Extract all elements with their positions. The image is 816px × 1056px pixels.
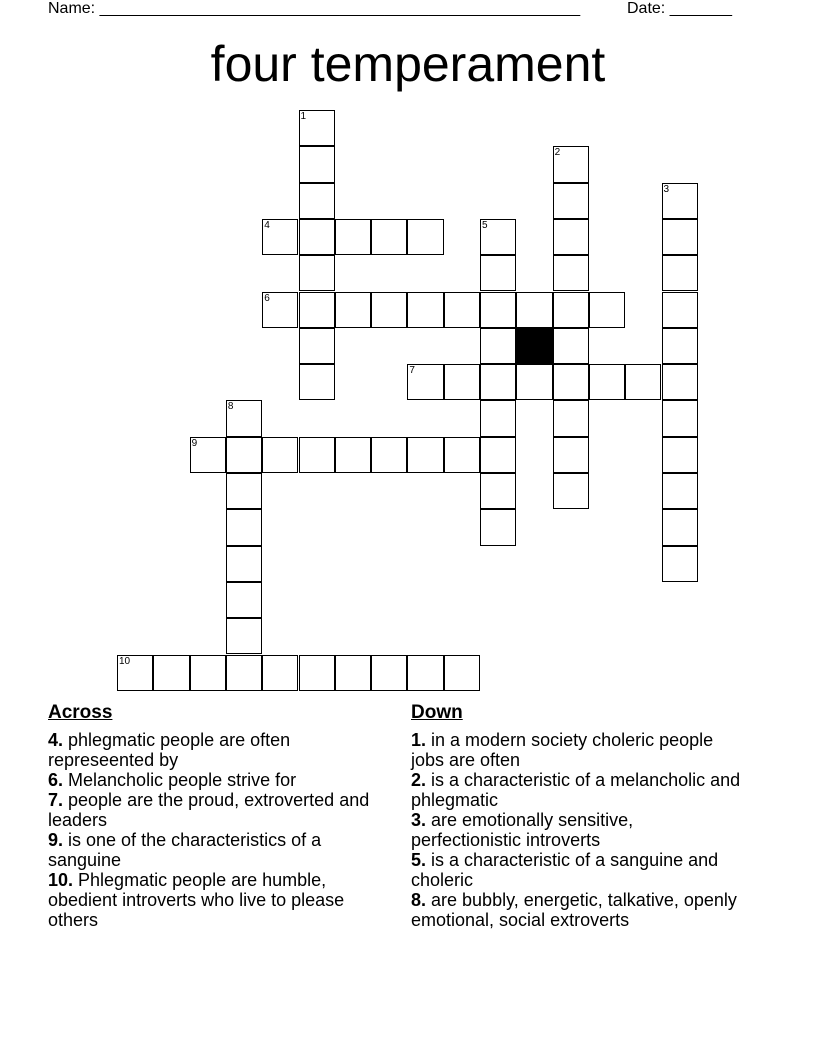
clue-number: 7 [409, 365, 415, 377]
grid-cell[interactable] [153, 655, 189, 691]
grid-cell[interactable] [226, 655, 262, 691]
grid-cell[interactable] [407, 219, 443, 255]
grid-cell[interactable] [553, 364, 589, 400]
across-heading: Across [48, 702, 113, 723]
date-field-label: Date: _______ [627, 0, 732, 17]
grid-cell[interactable] [553, 255, 589, 291]
grid-cell[interactable] [662, 546, 698, 582]
grid-cell[interactable] [299, 146, 335, 182]
clue-number: 4 [264, 219, 270, 231]
grid-cell[interactable] [662, 255, 698, 291]
grid-cell[interactable] [407, 364, 443, 400]
across-clue [48, 830, 398, 870]
grid-cell[interactable] [589, 292, 625, 328]
grid-cell[interactable] [553, 437, 589, 473]
clue-text: is a characteristic of a sanguine and choleric [411, 850, 719, 890]
across-clue [48, 790, 398, 830]
grid-cell[interactable] [407, 655, 443, 691]
grid-cell[interactable] [226, 473, 262, 509]
grid-cell[interactable] [117, 655, 153, 691]
down-clues [411, 702, 741, 930]
grid-cell[interactable] [262, 292, 298, 328]
grid-cell[interactable] [480, 364, 516, 400]
across-clue [48, 770, 398, 790]
grid-cell[interactable] [299, 292, 335, 328]
down-clue [411, 770, 741, 810]
grid-cell[interactable] [371, 655, 407, 691]
clue-number: 8. [411, 890, 427, 910]
across-clues [48, 702, 398, 930]
clue-number: 1 [300, 111, 307, 122]
grid-cell[interactable] [553, 328, 589, 364]
grid-cell[interactable] [553, 292, 589, 328]
clue-text: in a modern society choleric people jobs are often [411, 730, 714, 770]
down-clue [411, 850, 741, 890]
grid-cell[interactable] [407, 292, 443, 328]
down-clue [411, 730, 741, 770]
grid-cell[interactable] [262, 219, 298, 255]
grid-cell[interactable] [335, 437, 371, 473]
grid-cell[interactable] [516, 364, 552, 400]
grid-cell[interactable] [407, 437, 443, 473]
grid-cell[interactable] [226, 546, 262, 582]
grid-cell[interactable] [480, 400, 516, 436]
grid-cell[interactable] [662, 437, 698, 473]
clue-number: 6. [48, 770, 64, 790]
clue-number: 2 [554, 147, 561, 159]
grid-cell[interactable] [335, 655, 371, 691]
grid-cell[interactable] [262, 437, 298, 473]
clue-text: Phlegmatic people are humble, obedient introverts who live to please others [48, 870, 345, 930]
across-clue [48, 870, 398, 930]
grid-cell[interactable] [226, 509, 262, 545]
clue-text: are bubbly, energetic, talkative, openly emotional, social extroverts [411, 890, 737, 930]
clue-number: 3 [663, 183, 670, 195]
black-cell [516, 328, 552, 364]
across-clue [48, 730, 398, 770]
clue-number: 10. [48, 870, 74, 890]
clue-number: 9 [191, 437, 198, 449]
grid-cell[interactable] [299, 655, 335, 691]
grid-cell[interactable] [444, 292, 480, 328]
grid-cell[interactable] [480, 437, 516, 473]
grid-cell[interactable] [553, 400, 589, 436]
grid-cell[interactable] [553, 473, 589, 509]
grid-cell[interactable] [226, 582, 262, 618]
clue-number: 5. [411, 850, 427, 870]
grid-cell[interactable] [480, 328, 516, 364]
grid-cell[interactable] [262, 655, 298, 691]
grid-cell[interactable] [444, 437, 480, 473]
grid-cell[interactable] [662, 219, 698, 255]
clue-text: are emotionally sensitive, perfectionistic introverts [411, 810, 634, 850]
clue-number: 4. [48, 730, 64, 750]
grid-cell[interactable] [553, 219, 589, 255]
clue-text: phlegmatic people are often represeented by [48, 730, 291, 770]
grid-cell[interactable] [662, 328, 698, 364]
grid-cell[interactable] [299, 183, 335, 219]
grid-cell[interactable] [444, 364, 480, 400]
grid-cell[interactable] [371, 292, 407, 328]
grid-cell[interactable] [480, 509, 516, 545]
grid-cell[interactable] [335, 219, 371, 255]
grid-cell[interactable] [299, 219, 335, 255]
grid-cell[interactable] [444, 655, 480, 691]
grid-cell[interactable] [662, 183, 698, 219]
down-heading: Down [411, 702, 463, 723]
grid-cell[interactable] [625, 364, 661, 400]
grid-cell[interactable] [190, 655, 226, 691]
grid-cell[interactable] [662, 509, 698, 545]
grid-cell[interactable] [480, 219, 516, 255]
grid-cell[interactable] [226, 400, 262, 436]
clue-text: Melancholic people strive for [63, 770, 297, 790]
grid-cell[interactable] [516, 292, 552, 328]
clue-number: 3. [411, 810, 427, 830]
grid-cell[interactable] [662, 292, 698, 328]
grid-cell[interactable] [299, 364, 335, 400]
grid-cell[interactable] [371, 219, 407, 255]
grid-cell[interactable] [299, 255, 335, 291]
name-field-label: Name: ______________________________________________________ [48, 0, 581, 17]
grid-cell[interactable] [589, 364, 625, 400]
grid-cell[interactable] [226, 618, 262, 654]
grid-cell[interactable] [371, 437, 407, 473]
grid-cell[interactable] [480, 473, 516, 509]
grid-cell[interactable] [662, 400, 698, 436]
grid-cell[interactable] [299, 110, 335, 146]
grid-cell[interactable] [480, 292, 516, 328]
grid-cell[interactable] [553, 183, 589, 219]
clue-number: 5 [482, 219, 488, 231]
clue-number: 6 [264, 292, 270, 304]
clue-number: 7. [48, 790, 64, 810]
grid-cell[interactable] [335, 292, 371, 328]
grid-cell[interactable] [662, 473, 698, 509]
grid-cell[interactable] [662, 364, 698, 400]
clue-number: 1. [411, 730, 427, 750]
down-clue [411, 890, 741, 930]
grid-cell[interactable] [299, 328, 335, 364]
grid-cell[interactable] [226, 437, 262, 473]
clue-number: 8 [227, 401, 234, 413]
down-clue [411, 810, 741, 850]
grid-cell[interactable] [299, 437, 335, 473]
clue-number: 2. [411, 770, 427, 790]
grid-cell[interactable] [553, 146, 589, 182]
clue-text: people are the proud, extroverted and leaders [48, 790, 370, 830]
clue-number: 10 [119, 655, 131, 667]
clue-text: is one of the characteristics of a sanguine [48, 830, 322, 870]
clue-text: is a characteristic of a melancholic and phlegmatic [411, 770, 741, 810]
grid-cell[interactable] [480, 255, 516, 291]
grid-cell[interactable] [190, 437, 226, 473]
clue-number: 9. [48, 830, 64, 850]
puzzle-title: four temperament [210, 36, 606, 92]
